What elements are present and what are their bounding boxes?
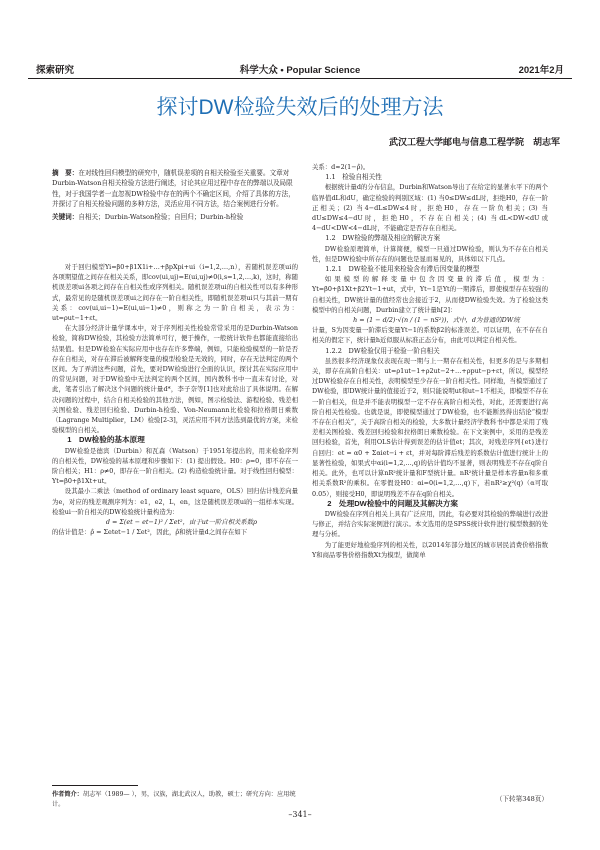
- formula: h = (1 − d/2)·√(n / (1 − nS²))，式中，d为普通的DW统: [353, 316, 520, 325]
- right-column: [312, 162, 548, 560]
- paragraph: 关系：d≈2(1−ρ̂)。: [312, 163, 370, 171]
- paragraph: 虽然很多经济现象仅表现在现一期与上一期存在相关性，但更多的是与多期相关，即存在高阶自相关：ut=ρ1ut−1+ρ2ut−2+…+ρput−p+εt，所以，模型经过DW检验存在自相关性，表明模型至少存在一阶自相关性。同样地，当模型通过了DW检验，即DW统计量的值接近于2，则只能说明ut和ut−1不相关，即模型不存在一阶自相关，但是并不能表明模型一定不存在高阶自相关性，对此，还需要进行高阶自相关性检验。也就是说，即使模型通过了DW检验，也不能断然得出结论“模型不存在自相关”，关于高阶自相关的检验，大多数计量经济学教科书中都是采用了残差相关图检验、残差回归检验和拉格朗日乘数检验。在下文案例中，采用的是残差回归检验，首先，利用OLS估计得到误差的估计值et；其次，对残差序列{et}进行自回归：et = α0 + Σαiet−i + εt，并对每阶滞后残差的系数估计值进行统计上的显著性检验，如果式中αi(i=1,2,…,q)的估计值均不显著，则表明残差不存在q阶自相关。此外，也可以计算nR²统计量和F型统计量。nR²统计量是样本容量n和多重相关系数R²的乘积。在零假设H0：αi=0(i=1,2,…,q)下，若nR²≥χ²(q)（α可取0.05），则接受H0，即说明残差不存在q阶自相关。: [312, 356, 548, 498]
- author-affiliation: 武汉工程大学邮电与信息工程学院 胡志军: [388, 137, 560, 147]
- subsection-heading: 1.2.2 DW检验仅用于检验一阶自相关: [325, 346, 440, 355]
- subsection-heading: 1.1 检验自相关性: [325, 173, 382, 182]
- paragraph: 在大部分经济计量学课本中，对于序列相关性检验常常采用的是Durbin-Watson检验，简称DW检验，其检验方法简单可行，便于操作，一般统计软件也都能直接给出结果值。但是DW检验在实际应用中也存在许多弊端，例如，只能检验模型的一阶是否存在自相关，对存在滞后被解释变量的模型检验是无效的，同时，存在无法判定的两个区间。为了弄清这些问题，首先，要对DW检验进行全面的认识，探讨其在实际应用中的常见问题，对于DW检验中无法判定的两个区间，国内教科书中一直未有讨论，对此，笔者引出了解决这个问题的统计量d*，李子奈等[1]也对此给出了具体说明。在解决问题的过程中，结合自相关检验的其他方法，例如，图示检验法、游程检验、残差相关图检验、残差回归检验、Durbin-h检验、Von-Neumann比检验和拉格朗日乘数（Lagrange Multiplier，LM）检验[2-3]，灵活应用不同方法选到最优的方案，来检验模型的自相关。: [52, 324, 298, 435]
- paragraph: DW检验在序列自相关上具有广泛应用，因此，有必要对其检验的弊端进行改进与修正，并结合实际案例进行演示。本文选用的是SPSS统计软件进行模型数据的处理与分析。: [312, 509, 548, 539]
- issue-date: 2021年2月: [518, 65, 564, 76]
- section-heading: 1 DW检验的基本原理: [67, 435, 145, 445]
- abstract-label: 摘 要：: [52, 169, 79, 177]
- keywords-text: 自相关；Durbin-Watson检验；自回归；Durbin-h检验: [78, 212, 244, 221]
- header-rule: [28, 78, 572, 79]
- abstract-text: 在对线性回归模型的研究中，随机误差项的自相关检验至关重要。文章对Durbin-Watson自相关检验方法进行阐述，讨论其应用过程中存在的弊端以及局限性，对于我国学者一直忽视DW检验中存在的两个不确定区间，介绍了具体的方法，并探讨了自相关检验问题的多种方法，灵活应用不同方法，结合案例进行分析。: [52, 169, 295, 209]
- paragraph: DW检验原理简单，计算简便，模型一旦通过DW检验，则认为不存在自相关性，但是DW检验中所存在的问题也是显而易见的，具体如以下几点。: [312, 244, 548, 263]
- journal-name: 科学大众 • Popular Science: [239, 65, 361, 76]
- footnote-rule: [52, 785, 138, 786]
- footnote-label: 作者简介：: [52, 791, 83, 798]
- paragraph: 根据统计量d的分布信息，Durbin和Watson导出了在给定的显著水平下的两个临界值dL和dU，确定检验的判别区域：(1) 当0≤DW≤dL时，拒绝H0，存在一阶正相关；(2) 当4−dL≤DW≤4时，拒绝H0，存在一阶负相关；(3) 当dU≤DW≤4−dU时，拒绝H0，不存在自相关；(4) 当dL<DW<dU或4−dU<DW<4−dL时，不能确定是否存在自相关。: [312, 183, 548, 233]
- paragraph: DW检验是德宾（Durbin）和瓦森（Watson）于1951年提出的，用来检验序列的自相关性，DW检验的基本原理和步骤如下：(1) 提出假设。H0：ρ=0，即不存在一阶自相关；H1：ρ≠0，即存在一阶自相关。(2) 构造检验统计量。对于线性回归模型：Yt=β0+β1Xt+ut。: [52, 446, 298, 486]
- paragraph: 如果模型的解释变量中包含因变量的滞后值，模型为：Yt=β0+β1Xt+β2Yt−1+ut，式中，Yt−1是Yt的一期滞后，即使模型存在较强的自相关性，DW统计量的值经常也会接近于2，从而使DW检验失效。为了检验这类模型中的自相关问题，Durbin建立了统计量h[2]：: [312, 275, 548, 314]
- author-footnote: [52, 790, 298, 810]
- paragraph: 为了能更好地检验序列的相关性，以2014年部分地区的城市居民消费价格指数Y和商品零售价格指数Xt为模型，做简单: [312, 540, 548, 559]
- formula: d = Σ(et − et−1)² / Σet²，由于ut一阶自相关系数ρ: [105, 518, 257, 527]
- article-title: 探讨DW检验失效后的处理方法: [156, 96, 444, 119]
- subsection-heading: 1.2.1 DW检验不能用来检验含有滞后因变量的模型: [325, 265, 480, 274]
- journal-section: 探索研究: [36, 65, 75, 76]
- footnote-text: 胡志军（1989— ），男，汉族，湖北武汉人，助教，硕士；研究方向：应用统计。: [52, 791, 296, 808]
- paragraph: 的估计值是：ρ̂ = Σetet−1 / Σet²，因此，ρ̂和统计量d之间存在如下: [52, 528, 248, 537]
- page-number: –341–: [288, 810, 312, 819]
- left-column: [52, 262, 298, 537]
- section-heading: 2 处理DW检验中的问题及其解决方案: [327, 498, 458, 508]
- keywords-label: 关键词：: [52, 212, 79, 221]
- subsection-heading: 1.2 DW检验的弊端及相应的解决方案: [325, 234, 441, 243]
- continued-note: （下转第348页）: [495, 795, 548, 803]
- paragraph: 设其最小二乘法（method of ordinary least square，OLS）回归估计残差向量为e，对应的残差观测序列为：e1，e2，L，en，这是随机误差项ui的一组样本实现。检验ui一阶自相关的DW检验统计量构造为：: [52, 487, 298, 516]
- paragraph: 计量，S为因变量一阶滞后变量Yt−1的系数β2的标准误差。可以证明，在不存在自相关的假定下，统计量h近似服从标准正态分布，由此可以判定自相关性。: [312, 326, 548, 345]
- abstract: [52, 168, 298, 222]
- paragraph: 对于回归模型Yi=β0+β1X1i+…+βpXpi+ui（i=1,2,…,n），若随机误差项ui的各项期望值之间存在相关关系，即cov(ui,uj)=E(ui,uj)≠0(i,s=1,2,…,k)，这时，称随机误差项ui各项之间存在自相关性或序列相关。随机误差项ui的自相关性可以有多种形式，最常见的是随机误差项ui之间存在一阶自相关性，即随机误差项ui只与其前一期有关系：cov(ui,ui−1)=E(ui,ui−1)≠0，则称之为一阶自相关，表示为：ut=ρut−1+εt。: [52, 263, 298, 323]
